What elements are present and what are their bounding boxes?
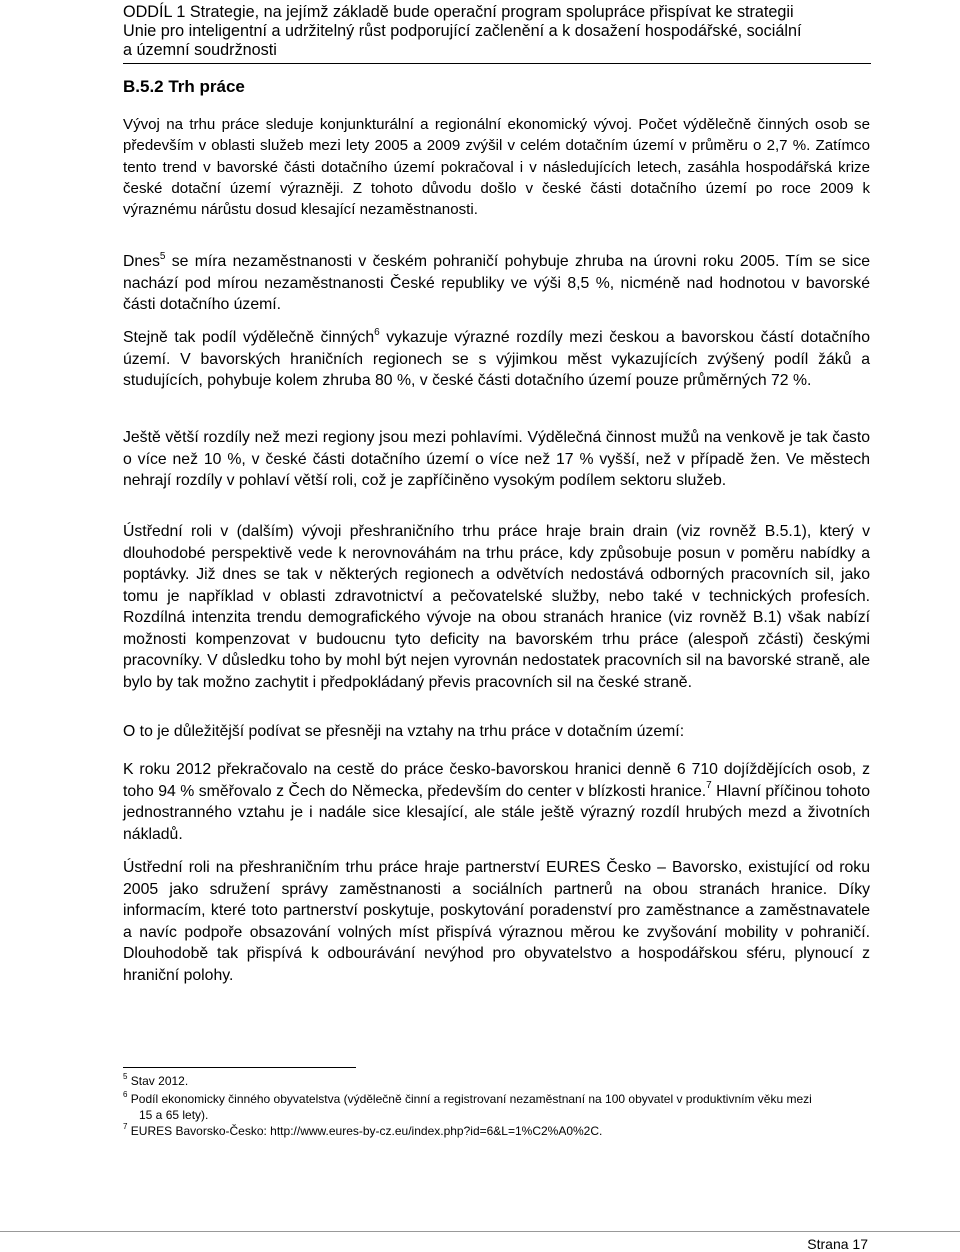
paragraph-text: Stejně tak podíl výdělečně činných xyxy=(123,329,375,346)
paragraph: Ústřední roli na přeshraničním trhu práce hraje partnerství EURES Česko – Bavorsko, existující od roku 2005 jako sdružení správy zaměstnanosti a sociálních partnerů na obou stranách hranice. Díky informacím, které toto partnerství poskytuje, poskytování poradenství pro zaměstnance a zaměstnavatele a navíc podpoře obsazování volných míst přispívá výraznou měrou ke zvyšování mobility v pohraničí. Dlouhodobě tak přispívá k odbourávání nevýhod pro obyvatelstvo a hospodářskou sféru, plynoucí z hraniční polohy. xyxy=(123,859,870,984)
paragraph xyxy=(123,251,870,316)
paragraph-text: Hlavní příčinou tohoto jednostranného vztahu je i nadále sice klesající, ale stále ještě výrazný rozdíl hrubých mezd a životních nákladů. xyxy=(123,782,870,843)
paragraph-text: vykazuje výrazné rozdíly mezi českou a bavorskou částí dotačního území. V bavorských hraničních regionech se s výjimkou měst vykazujících zvýšený podíl žáků a studujících, pohybuje kolem zhruba 80 %, v české části dotačního území pouze průměrných 72 %. xyxy=(123,329,870,390)
footnote-ref[interactable]: 6 xyxy=(374,326,380,338)
paragraph: Vývoj na trhu práce sleduje konjunkturální a regionální ekonomický vývoj. Počet výdělečně činných osob se především v oblasti služeb mezi lety 2005 a 2009 zvýšil v celém dotačním území v průměru o 2,7 %. Zatímco tento trend v bavorské části dotačního území pokračoval i v následujících letech, zasáhla hospodářská krize české dotační území výrazněji. Z tohoto důvodu došlo v české části dotačního území po roce 2009 k výraznému nárůstu dosud klesající nezaměstnanosti. xyxy=(123,116,870,219)
section-heading: B.5.2 Trh práce xyxy=(123,77,245,96)
footnote-ref[interactable]: 7 xyxy=(706,780,712,792)
page-number: Strana 17 xyxy=(807,1236,868,1252)
running-header xyxy=(123,3,871,60)
footnote xyxy=(123,1092,873,1123)
footnote-number: 5 xyxy=(123,1072,128,1081)
paragraph-text: K roku 2012 překračovalo na cestě do práce česko-bavorskou hranici denně 6 710 dojíždějících osob, z toho 94 % směřovalo z Čech do Německa, především do center v blízkosti hranice. xyxy=(123,761,870,800)
footnote xyxy=(123,1074,873,1090)
paragraph: O to je důležitější podívat se přesněji na vztahy na trhu práce v dotačním území: xyxy=(123,723,685,740)
paragraph xyxy=(123,327,870,392)
paragraph: Ještě větší rozdíly než mezi regiony jsou mezi pohlavími. Výdělečná činnost mužů na venkově je tak často o více než 10 %, v české části dotačního území o více než 17 % vyšší, než v případě žen. Ve městech nehrají rozdíly v pohlaví větší roli, což je zapříčiněno vysokým podílem sektoru služeb. xyxy=(123,429,870,489)
header-divider xyxy=(123,63,871,64)
footnote-divider xyxy=(123,1067,356,1068)
paragraph-text: Dnes xyxy=(123,253,160,270)
footnote-text-continued: 15 a 65 lety). xyxy=(139,1107,209,1122)
paragraph: Ústřední roli v (dalším) vývoji přeshraničního trhu práce hraje brain drain (viz rovněž B.5.1), který v dlouhodobé perspektivě vede k nerovnováhám na trhu práce, kdy způsobuje posun v poměru nabídky a poptávky. Již dnes se tak v některých regionech a odvětvích nedostává odborných pracovních sil, jako tomu je například v oblasti zdravotnictví a pečovatelské služby, nebo také v technických profesích. Rozdílná intenzita trendu demografického vývoje na obou stranách hranice (viz rovněž B.1) však nabízí možnosti kompenzovat v budoucnu tyto deficity na bavorském trhu práce (alespoň zčásti) českými pracovníky. V důsledku toho by mohl být nejen vyrovnán nedostatek pracovních sil na bavorské straně, ale bylo by tak možno zachytit i předpokládaný převis pracovních sil na české straně. xyxy=(123,523,870,691)
footnote-text: Stav 2012. xyxy=(130,1074,189,1088)
footnote-ref[interactable]: 5 xyxy=(159,250,166,262)
footnote-text: Podíl ekonomicky činného obyvatelstva (výdělečně činní a registrovaní nezaměstnaní na 100 obyvatel v produktivním věku mezi xyxy=(130,1092,812,1106)
paragraph-text: se míra nezaměstnanosti v českém pohraničí pohybuje zhruba na úrovni roku 2005. Tím se sice nachází pod mírou nezaměstnanosti České republiky ve výši 8,5 %, nicméně nad hodnotou v bavorské části dotačního území. xyxy=(123,253,870,314)
footnote-number: 6 xyxy=(123,1090,128,1099)
footnote xyxy=(123,1124,873,1140)
footer-divider xyxy=(0,1231,960,1232)
footnote-text[interactable]: EURES Bavorsko-Česko: http://www.eures-by-cz.eu/index.php?id=6&L=1%C2%A0%2C. xyxy=(130,1124,603,1138)
paragraph xyxy=(123,759,870,845)
footnote-number: 7 xyxy=(123,1122,128,1131)
header-line: a územní soudržnosti xyxy=(123,41,277,59)
header-line: ODDÍL 1 Strategie, na jejímž základě bude operační program spolupráce přispívat ke strategii xyxy=(123,3,794,21)
header-line: Unie pro inteligentní a udržitelný růst podporující začlenění a k dosažení hospodářské, sociální xyxy=(123,22,802,40)
